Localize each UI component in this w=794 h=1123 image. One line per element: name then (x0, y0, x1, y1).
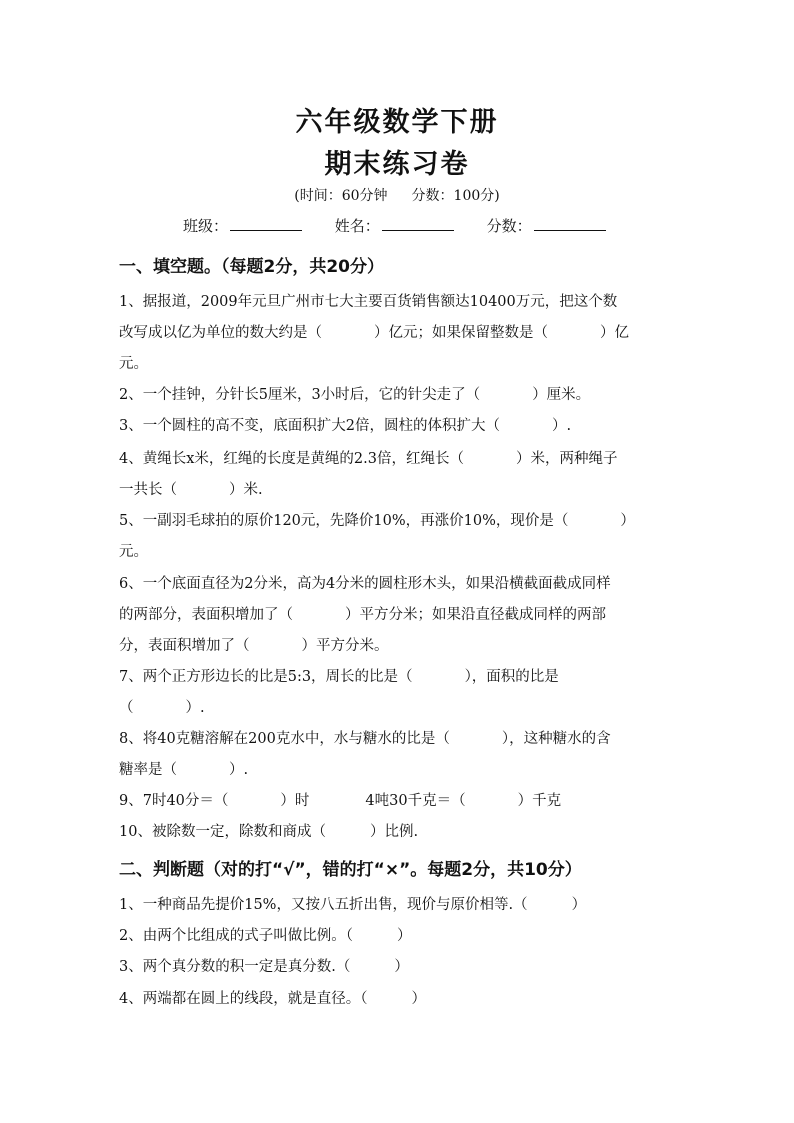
question-line: 元。 (119, 544, 148, 560)
question-line: 改写成以亿为单位的数大约是（ ）亿元；如果保留整数是（ ）亿 (119, 325, 629, 341)
score-label: 分数： (486, 217, 532, 235)
name-label: 姓名： (334, 217, 380, 235)
question-line: 分，表面积增加了（ ）平方分米。 (119, 638, 389, 654)
student-info (183, 215, 634, 236)
time-info: (时间：60分钟 (294, 188, 388, 204)
score-info: 分数：100分) (411, 188, 500, 204)
question-line: 10、被除数一定，除数和商成（ ）比例. (119, 824, 419, 840)
question-line: 2、由两个比组成的式子叫做比例。（ ） (119, 928, 412, 944)
exam-meta (0, 185, 794, 205)
page-subtitle: 期末练习卷 (324, 149, 470, 180)
question-line: 元。 (119, 356, 148, 372)
question-line: 糖率是（ ）. (119, 762, 249, 778)
question-line: 4、两端都在圆上的线段，就是直径。（ ） (119, 991, 426, 1007)
question-line: 9、7时40分＝（ ）时 4吨30千克＝（ ）千克 (119, 793, 562, 809)
question-line: 2、一个挂钟，分针长5厘米，3小时后，它的针尖走了（ ）厘米。 (119, 387, 591, 403)
question-line: 6、一个底面直径为2分米，高为4分米的圆柱形木头，如果沿横截面截成同样 (119, 576, 611, 592)
question-line: 4、黄绳长x米，红绳的长度是黄绳的2.3倍，红绳长（ ）米，两种绳子 (119, 451, 618, 467)
score-blank[interactable] (534, 216, 606, 231)
question-line: 7、两个正方形边长的比是5:3，周长的比是（ ），面积的比是 (119, 669, 559, 685)
class-blank[interactable] (230, 216, 302, 231)
section1-title: 一、填空题。（每题2分，共20分） (119, 257, 384, 277)
section2-title: 二、判断题（对的打“√”，错的打“×”。每题2分，共10分） (119, 860, 582, 880)
class-label: 班级： (183, 217, 229, 235)
name-blank[interactable] (382, 216, 454, 231)
question-line: 1、一种商品先提价15%，又按八五折出售，现价与原价相等.（ ） (119, 897, 587, 913)
question-line: （ ）. (119, 700, 205, 716)
question-line: 3、两个真分数的积一定是真分数.（ ） (119, 959, 409, 975)
question-line: 3、一个圆柱的高不变，底面积扩大2倍，圆柱的体积扩大（ ）. (119, 418, 572, 434)
question-line: 的两部分，表面积增加了（ ）平方分米；如果沿直径截成同样的两部 (119, 607, 606, 623)
page-title: 六年级数学下册 (295, 107, 499, 138)
question-line: 1、据报道，2009年元旦广州市七大主要百货销售额达10400万元，把这个数 (119, 294, 618, 310)
question-line: 5、一副羽毛球拍的原价120元，先降价10%，再涨价10%，现价是（ ） (119, 513, 635, 529)
question-line: 8、将40克糖溶解在200克水中，水与糖水的比是（ ），这种糖水的含 (119, 731, 611, 747)
question-line: 一共长（ ）米. (119, 482, 263, 498)
